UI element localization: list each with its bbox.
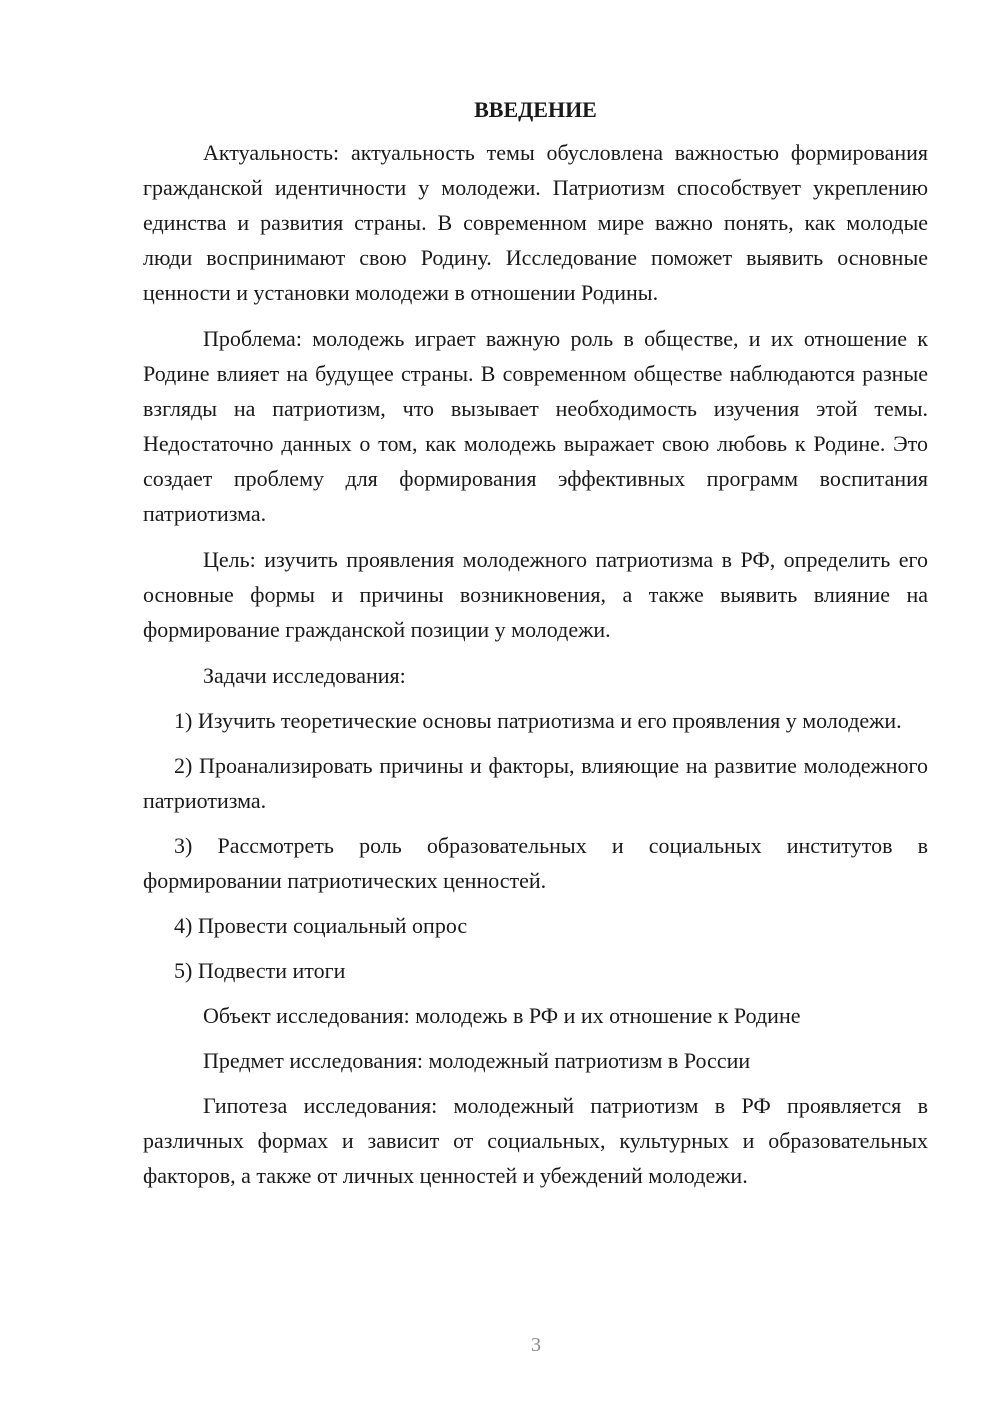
research-subject: Предмет исследования: молодежный патриотизм в России	[203, 1048, 751, 1073]
task-item-4: 4) Провести социальный опрос	[174, 913, 468, 938]
relevance-paragraph: Актуальность: актуальность темы обусловлена важностью формирования гражданской идентичности у молодежи. Патриотизм способствует укреплению единства и развития страны. В современном мире важно понять, как молодые люди воспринимают свою Родину. Исследование поможет выявить основные ценности и установки молодежи в отношении Родины.	[143, 140, 928, 305]
page-number: 3	[531, 1334, 541, 1356]
research-hypothesis: Гипотеза исследования: молодежный патриотизм в РФ проявляется в различных формах и зависит от социальных, культурных и образовательных факторов, а также от личных ценностей и убеждений молодежи.	[143, 1093, 928, 1188]
tasks-title: Задачи исследования:	[203, 663, 406, 688]
problem-paragraph: Проблема: молодежь играет важную роль в обществе, и их отношение к Родине влияет на будущее страны. В современном обществе наблюдаются разные взгляды на патриотизм, что вызывает необходимость изучения этой темы. Недостаточно данных о том, как молодежь выражает свою любовь к Родине. Это создает проблему для формирования эффективных программ воспитания патриотизма.	[143, 326, 928, 526]
task-item-3: 3) Рассмотреть роль образовательных и социальных институтов в формировании патриотических ценностей.	[143, 833, 928, 893]
task-item-5: 5) Подвести итоги	[174, 958, 346, 983]
task-item-1: 1) Изучить теоретические основы патриотизма и его проявления у молодежи.	[174, 708, 902, 733]
document-page	[143, 88, 928, 1193]
goal-paragraph: Цель: изучить проявления молодежного патриотизма в РФ, определить его основные формы и причины возникновения, а также выявить влияние на формирование гражданской позиции у молодежи.	[143, 547, 928, 642]
section-heading: ВВЕДЕНИЕ	[474, 97, 597, 122]
research-object: Объект исследования: молодежь в РФ и их отношение к Родине	[203, 1003, 801, 1028]
task-item-2: 2) Проанализировать причины и факторы, влияющие на развитие молодежного патриотизма.	[143, 753, 928, 813]
